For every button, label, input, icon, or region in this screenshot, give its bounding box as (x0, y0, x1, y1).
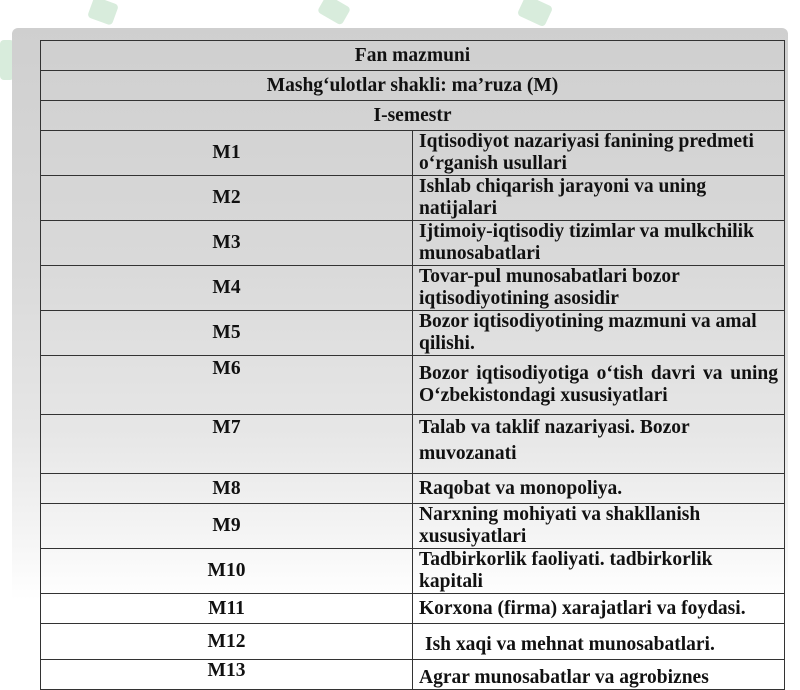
table-subtitle: Mashg‘ulotlar shakli: ma’ruza (M) (41, 71, 785, 101)
lecture-code: M1 (41, 131, 413, 176)
watermark-mark (87, 0, 119, 26)
table-row (41, 474, 785, 504)
lecture-topic: Ish xaqi va mehnat munosabatlari. (413, 624, 785, 660)
lecture-topic: Iqtisodiyot nazariyasi fanining predmeti o‘rganish usullari (413, 131, 785, 176)
lecture-topic: Tadbirkorlik faoliyati. tadbirkorlik kapitali (413, 549, 785, 594)
table-row (41, 549, 785, 594)
lecture-topic: Agrar munosabatlar va agrobiznes (413, 660, 785, 690)
table-row (41, 176, 785, 221)
table-row (41, 660, 785, 690)
semester-heading: I-semestr (41, 101, 785, 131)
lecture-code: M13 (41, 660, 413, 690)
curriculum-table (40, 40, 785, 690)
lecture-code: M6 (41, 356, 413, 415)
lecture-code: M9 (41, 504, 413, 549)
table-row (41, 504, 785, 549)
lecture-topic-line: Talab va taklif nazariyasi. Bozor (419, 417, 690, 438)
table-row (41, 131, 785, 176)
lecture-code: M8 (41, 474, 413, 504)
lecture-code: M5 (41, 311, 413, 356)
lecture-code: M3 (41, 221, 413, 266)
table-row (41, 356, 785, 415)
lecture-topic: Tovar-pul munosabatlari bozor iqtisodiyotining asosidir (413, 266, 785, 311)
lecture-topic: Bozor iqtisodiyotining mazmuni va amal qilishi. (413, 311, 785, 356)
lecture-topic: Bozor iqtisodiyotiga o‘tish davri va uning O‘zbekistondagi xususiyatlari (413, 356, 785, 415)
table-row (41, 415, 785, 474)
table-row (41, 624, 785, 660)
lecture-code: M11 (41, 594, 413, 624)
lecture-code: M4 (41, 266, 413, 311)
table-row (41, 221, 785, 266)
lecture-code: M7 (41, 415, 413, 474)
lecture-code: M10 (41, 549, 413, 594)
watermark-mark (317, 0, 351, 26)
lecture-topic: Raqobat va monopoliya. (413, 474, 785, 504)
lecture-code: M12 (41, 624, 413, 660)
lecture-topic (413, 415, 785, 474)
table-row (41, 594, 785, 624)
watermark-mark (517, 0, 553, 27)
lecture-topic: Korxona (firma) xarajatlari va foydasi. (413, 594, 785, 624)
lecture-topic: Ijtimoiy-iqtisodiy tizimlar va mulkchilik munosabatlari (413, 221, 785, 266)
lecture-topic-line: muvozanati (419, 443, 517, 464)
table-row (41, 266, 785, 311)
table-title: Fan mazmuni (41, 41, 785, 71)
lecture-topic: Narxning mohiyati va shakllanish xususiyatlari (413, 504, 785, 549)
table-row (41, 311, 785, 356)
lecture-topic: Ishlab chiqarish jarayoni va uning natijalari (413, 176, 785, 221)
lecture-code: M2 (41, 176, 413, 221)
